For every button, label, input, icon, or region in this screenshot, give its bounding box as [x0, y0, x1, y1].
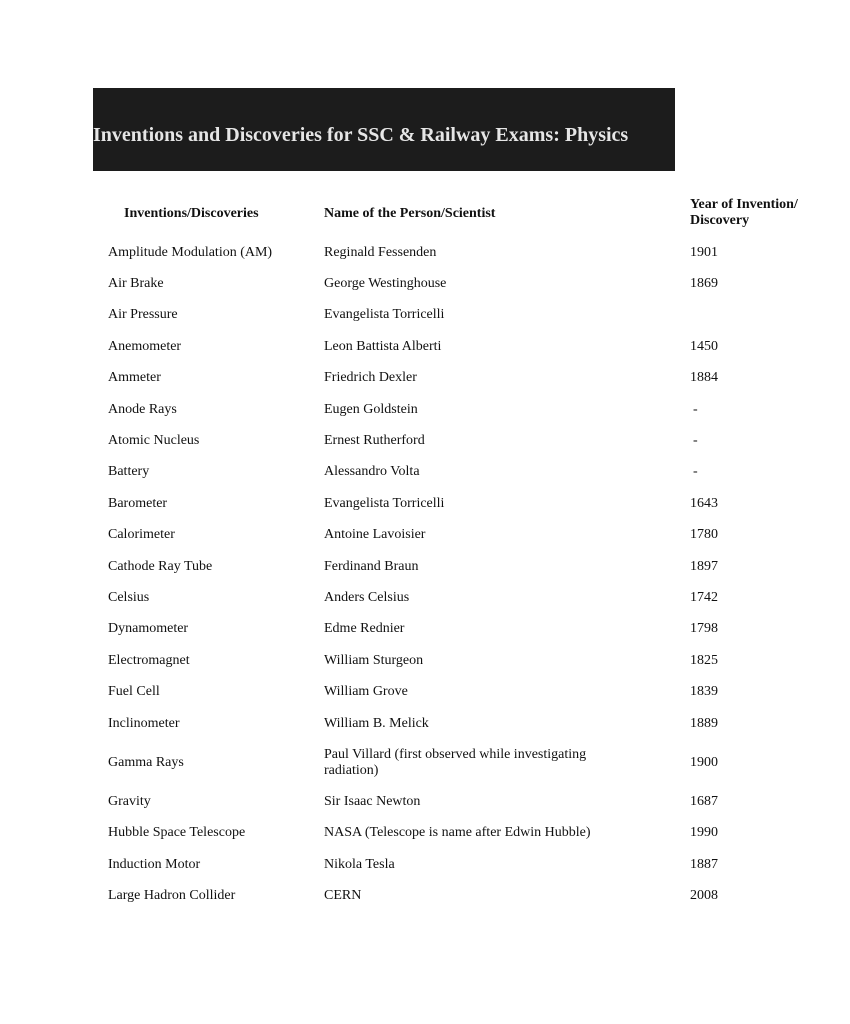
cell-year: 1990 [690, 825, 718, 841]
cell-invention: Inclinometer [108, 715, 180, 731]
table-row [0, 582, 768, 613]
cell-invention: Anode Rays [108, 401, 177, 417]
table-row [0, 645, 768, 676]
cell-year: 1825 [690, 652, 718, 668]
cell-person: Nikola Tesla [324, 856, 395, 872]
cell-year: 1450 [690, 338, 718, 354]
cell-person: Ferdinand Braun [324, 558, 419, 574]
cell-person: CERN [324, 888, 362, 904]
cell-person: Sir Isaac Newton [324, 793, 421, 809]
table-row [0, 818, 768, 849]
cell-person: William Sturgeon [324, 652, 424, 668]
cell-person: Evangelista Torricelli [324, 307, 445, 323]
cell-invention: Fuel Cell [108, 684, 160, 700]
table-row [0, 363, 768, 394]
cell-invention: Ammeter [108, 370, 161, 386]
cell-person: Reginald Fessenden [324, 244, 437, 260]
cell-year: 2008 [690, 888, 718, 904]
table-row [0, 739, 768, 786]
table-row [0, 614, 768, 645]
cell-invention: Atomic Nucleus [108, 433, 200, 449]
title-banner [93, 88, 675, 171]
cell-person: George Westinghouse [324, 276, 447, 292]
cell-invention: Barometer [108, 495, 168, 511]
cell-invention: Celsius [108, 589, 150, 605]
cell-person: Anders Celsius [324, 589, 410, 605]
cell-invention: Cathode Ray Tube [108, 558, 213, 574]
cell-year: 1643 [690, 495, 718, 511]
cell-invention: Battery [108, 464, 150, 480]
cell-year: 1798 [690, 621, 718, 637]
cell-person: Alessandro Volta [324, 464, 420, 480]
table-row [0, 425, 768, 456]
column-header-year: Year of Invention/ Discovery [690, 197, 798, 228]
cell-year: 1901 [690, 244, 718, 260]
cell-year: 1687 [690, 793, 718, 809]
cell-year: 1897 [690, 558, 718, 574]
cell-invention: Induction Motor [108, 856, 201, 872]
cell-year: 1780 [690, 527, 718, 543]
cell-year: 1839 [690, 684, 718, 700]
cell-invention: Hubble Space Telescope [108, 825, 246, 841]
table-row [0, 331, 768, 362]
table-row [0, 488, 768, 519]
table-row [0, 457, 768, 488]
cell-person: Eugen Goldstein [324, 401, 418, 417]
cell-person: Paul Villard (first observed while investigating radiation) [324, 746, 587, 778]
cell-invention: Gravity [108, 793, 151, 809]
table-row [0, 676, 768, 707]
cell-person: Friedrich Dexler [324, 370, 417, 386]
cell-invention: Gamma Rays [108, 754, 184, 770]
cell-year: 1742 [690, 589, 718, 605]
cell-year: 1869 [690, 276, 718, 292]
cell-person: Antoine Lavoisier [324, 527, 426, 543]
cell-invention: Dynamometer [108, 621, 189, 637]
cell-invention: Air Brake [108, 276, 164, 292]
table-row [0, 268, 768, 299]
cell-year: - [693, 464, 698, 480]
cell-year: 1900 [690, 754, 718, 770]
column-header-inventions: Inventions/Discoveries [124, 206, 259, 221]
table-row [0, 786, 768, 817]
cell-invention: Anemometer [108, 338, 182, 354]
table-header-row [0, 196, 798, 232]
cell-person: Evangelista Torricelli [324, 495, 445, 511]
cell-person: Leon Battista Alberti [324, 338, 442, 354]
column-header-person: Name of the Person/Scientist [324, 206, 496, 221]
cell-person: NASA (Telescope is name after Edwin Hubble) [324, 825, 591, 841]
table-row [0, 394, 768, 425]
cell-year: - [693, 401, 698, 417]
table-row [0, 880, 768, 911]
cell-person: William Grove [324, 684, 408, 700]
table-row [0, 520, 768, 551]
page-title: Inventions and Discoveries for SSC & Railway Exams: Physics [93, 124, 629, 146]
cell-year: 1889 [690, 715, 718, 731]
table-row [0, 551, 768, 582]
cell-invention: Large Hadron Collider [108, 888, 236, 904]
cell-invention: Electromagnet [108, 652, 190, 668]
cell-year: 1884 [690, 370, 718, 386]
cell-invention: Amplitude Modulation (AM) [108, 244, 273, 260]
cell-invention: Air Pressure [108, 307, 178, 323]
cell-person: William B. Melick [324, 715, 429, 731]
table-row [0, 300, 768, 331]
table-row [0, 708, 768, 739]
table-row [0, 849, 768, 880]
cell-year: 1887 [690, 856, 718, 872]
table-row [0, 237, 768, 268]
cell-person: Edme Rednier [324, 621, 405, 637]
cell-invention: Calorimeter [108, 527, 175, 543]
cell-year: - [693, 433, 698, 449]
inventions-table-body [0, 237, 768, 912]
cell-person: Ernest Rutherford [324, 433, 425, 449]
